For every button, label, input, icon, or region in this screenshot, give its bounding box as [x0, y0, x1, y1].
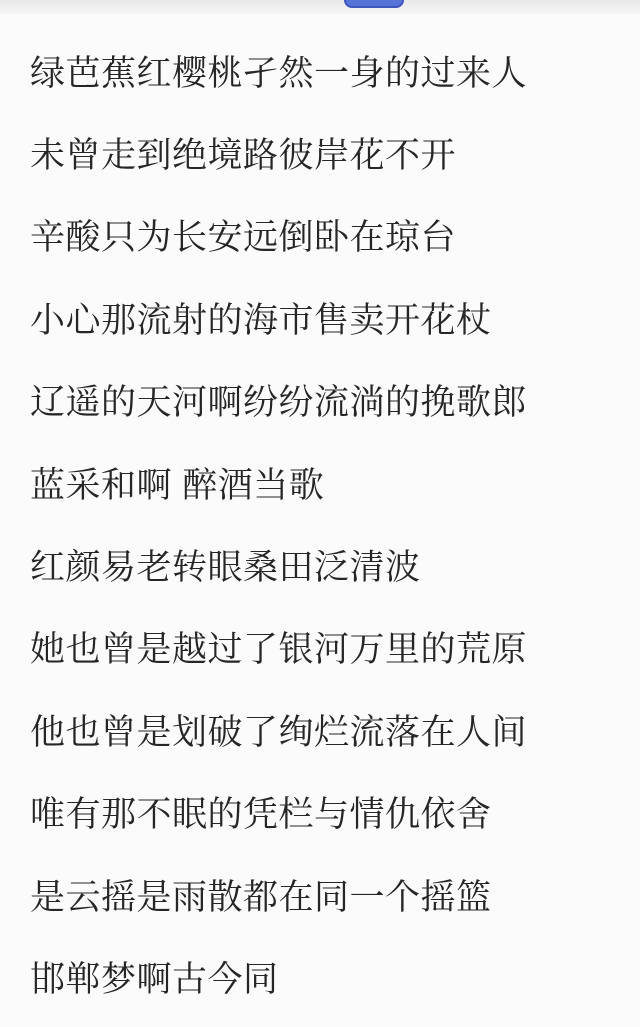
lyric-line: 是云摇是雨散都在同一个摇篮	[30, 877, 492, 917]
lyric-line: 邯郸梦啊古今同	[30, 959, 279, 999]
lyric-line: 辽遥的天河啊纷纷流淌的挽歌郎	[30, 383, 528, 423]
lyric-line: 她也曾是越过了银河万里的荒原	[30, 630, 528, 670]
top-divider-band	[0, 0, 640, 14]
lyric-line: 小心那流射的海市售卖开花杖	[30, 300, 492, 340]
lyric-line: 唯有那不眠的凭栏与情仇依舍	[30, 795, 492, 835]
scroll-pill-button[interactable]	[344, 0, 404, 8]
lyric-line: 未曾走到绝境路彼岸花不开	[30, 136, 457, 176]
lyric-line: 辛酸只为长安远倒卧在琼台	[30, 218, 457, 258]
lyrics-list	[30, 32, 624, 1021]
lyric-line: 蓝采和啊 醉酒当歌	[30, 465, 325, 505]
lyric-line: 红颜易老转眼桑田泛清波	[30, 548, 421, 588]
lyric-line: 他也曾是划破了绚烂流落在人间	[30, 712, 528, 752]
lyric-line: 绿芭蕉红樱桃孑然一身的过来人	[30, 53, 528, 93]
